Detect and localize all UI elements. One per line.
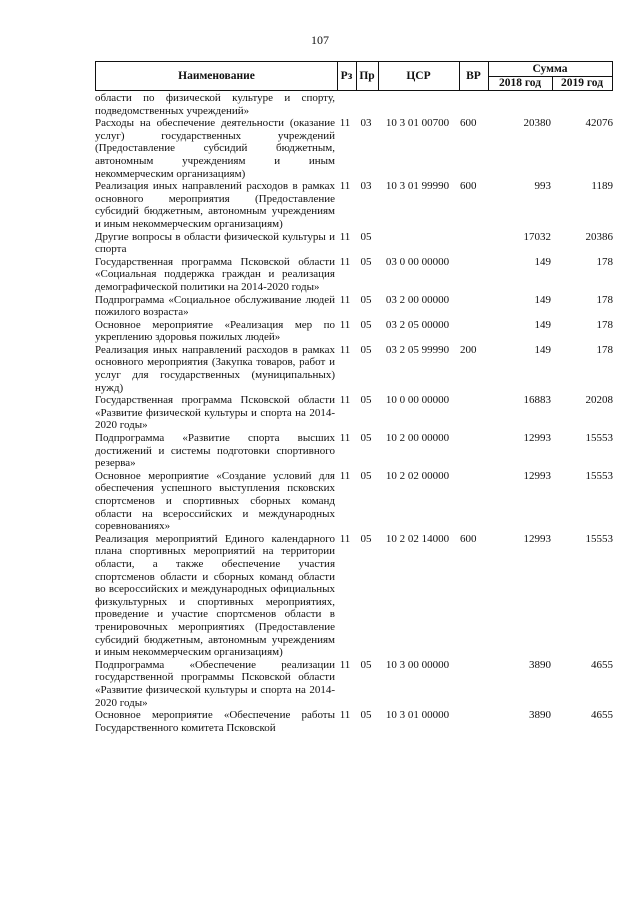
row-pr: 05 — [360, 255, 372, 268]
row-name: Подпрограмма «Социальное обслуживание людей пожилого возраста» — [95, 293, 335, 319]
page-number: 107 — [311, 33, 329, 47]
table-row — [95, 180, 613, 230]
row-csr: 10 3 00 00000 — [385, 658, 450, 671]
row-sum-2018: 12993 — [523, 469, 551, 482]
table-row — [95, 659, 613, 709]
table-row — [95, 256, 613, 294]
row-sum-2018: 149 — [534, 318, 551, 331]
row-sum-2018: 12993 — [523, 532, 551, 545]
row-csr: 10 2 02 00000 — [385, 469, 450, 482]
header-csr: ЦСР — [378, 62, 460, 90]
row-sum-2019: 178 — [596, 318, 613, 331]
table-header — [95, 61, 613, 91]
row-csr: 10 0 00 00000 — [385, 394, 450, 407]
table-row — [95, 470, 613, 533]
table-row — [95, 432, 613, 470]
row-pr: 03 — [360, 117, 372, 130]
row-sum-2019: 178 — [596, 343, 613, 356]
row-sum-2018: 17032 — [523, 230, 551, 243]
row-pr: 05 — [360, 230, 372, 243]
row-name: Реализация иных направлений расходов в рамках основного мероприятия (Закупка товаров, работ и услуг для государственных (муниципальных) нужд) — [95, 343, 335, 394]
row-csr: 03 0 00 00000 — [385, 255, 450, 268]
header-sum-title: Сумма — [488, 62, 612, 77]
row-sum-2019: 178 — [596, 293, 613, 306]
row-sum-2019: 15553 — [585, 432, 613, 445]
row-csr: 10 3 01 00700 — [385, 117, 450, 130]
header-sum — [488, 62, 612, 90]
header-rz: Рз — [337, 62, 357, 90]
row-vr: 600 — [460, 180, 477, 193]
row-name: Реализация мероприятий Единого календарного плана спортивных мероприятий на территории области, а также обеспечение участия спортсменов области и сборных команд области во всероссийских и международных официальных физкультурных и спортивных мероприятиях, проведение и участие спортсменов области в тренировочных мероприятиях (Предоставление субсидий бюджетным, автономным учреждениям и иным некоммерческим организациям) — [95, 532, 335, 659]
header-year-2019: 2019 год — [560, 77, 604, 89]
row-sum-2018: 149 — [534, 343, 551, 356]
row-pr: 05 — [360, 432, 372, 445]
row-sum-2018: 993 — [534, 180, 551, 193]
row-sum-2019: 20386 — [585, 230, 613, 243]
row-name: области по физической культуре и спорту, подведомственных учреждений» — [95, 92, 335, 117]
header-name: Наименование — [96, 62, 338, 90]
row-rz: 11 — [339, 394, 351, 407]
row-pr: 05 — [360, 469, 372, 482]
row-sum-2019: 4655 — [591, 658, 613, 671]
row-vr: 600 — [460, 117, 477, 130]
row-csr: 03 2 05 99990 — [385, 343, 450, 356]
row-pr: 05 — [360, 293, 372, 306]
row-name: Государственная программа Псковской области «Развитие физической культуры и спорта на 2014-2020 годы» — [95, 394, 335, 432]
row-rz: 11 — [339, 230, 351, 243]
row-rz: 11 — [339, 709, 351, 722]
row-sum-2019: 15553 — [585, 532, 613, 545]
row-name: Расходы на обеспечение деятельности (оказание услуг) государственных учреждений (Предоставление субсидий бюджетным, автономным учреждениям и иным некоммерческим организациям) — [95, 117, 335, 180]
header-vr: ВР — [459, 62, 489, 90]
row-name: Государственная программа Псковской области «Социальная поддержка граждан и реализация демографической политики на 2014-2020 годы» — [95, 255, 335, 293]
row-pr: 05 — [360, 532, 372, 545]
table-row — [95, 294, 613, 319]
row-name: Основное мероприятие «Обеспечение работы Государственного комитета Псковской — [95, 709, 335, 734]
row-csr: 03 2 00 00000 — [385, 293, 450, 306]
table-row — [95, 344, 613, 394]
row-pr: 05 — [360, 318, 372, 331]
row-sum-2018: 149 — [534, 255, 551, 268]
row-rz: 11 — [339, 255, 351, 268]
row-pr: 05 — [360, 658, 372, 671]
row-sum-2018: 3890 — [529, 709, 551, 722]
row-pr: 05 — [360, 709, 372, 722]
table-row — [95, 533, 613, 659]
row-csr: 10 3 01 00000 — [385, 709, 450, 722]
row-pr: 05 — [360, 343, 372, 356]
table-row — [95, 709, 613, 734]
row-sum-2018: 20380 — [523, 117, 551, 130]
row-rz: 11 — [339, 293, 351, 306]
row-rz: 11 — [339, 432, 351, 445]
row-rz: 11 — [339, 532, 351, 545]
row-name: Реализация иных направлений расходов в рамках основного мероприятия (Предоставление субсидий бюджетным, автономным учреждениям и иным некоммерческим организациям) — [95, 180, 335, 230]
header-pr: Пр — [356, 62, 379, 90]
row-rz: 11 — [339, 469, 351, 482]
row-rz: 11 — [339, 658, 351, 671]
row-name: Основное мероприятие «Создание условий для обеспечения успешного выступления псковских спортсменов и спортивных сборных команд области на всероссийских и международных соревнованиях» — [95, 469, 335, 533]
row-name: Подпрограмма «Обеспечение реализации государственной программы Псковской области «Развитие физической культуры и спорта на 2014-2020 годы» — [95, 658, 335, 709]
row-name: Другие вопросы в области физической культуры и спорта — [95, 230, 335, 256]
table-row — [95, 394, 613, 432]
row-sum-2018: 16883 — [523, 394, 551, 407]
row-sum-2019: 178 — [596, 255, 613, 268]
header-year-2018: 2018 год — [488, 76, 553, 90]
row-sum-2018: 12993 — [523, 432, 551, 445]
row-csr: 10 2 02 14000 — [385, 532, 450, 545]
table-row — [95, 92, 613, 117]
row-sum-2019: 20208 — [585, 394, 613, 407]
row-sum-2019: 4655 — [591, 709, 613, 722]
row-csr: 03 2 05 00000 — [385, 318, 450, 331]
row-name: Основное мероприятие «Реализация мер по укреплению здоровья пожилых людей» — [95, 318, 335, 344]
row-rz: 11 — [339, 180, 351, 193]
row-rz: 11 — [339, 117, 351, 130]
row-sum-2019: 15553 — [585, 469, 613, 482]
row-sum-2019: 42076 — [585, 117, 613, 130]
row-vr: 200 — [460, 343, 477, 356]
row-csr: 10 3 01 99990 — [385, 180, 450, 193]
table-row — [95, 319, 613, 344]
table-body — [95, 92, 613, 734]
row-rz: 11 — [339, 343, 351, 356]
table-row — [95, 231, 613, 256]
row-sum-2018: 149 — [534, 293, 551, 306]
row-rz: 11 — [339, 318, 351, 331]
row-pr: 03 — [360, 180, 372, 193]
table-row — [95, 117, 613, 180]
row-sum-2019: 1189 — [591, 180, 613, 193]
row-name: Подпрограмма «Развитие спорта высших достижений и системы подготовки спортивного резерва» — [95, 432, 335, 470]
row-sum-2018: 3890 — [529, 658, 551, 671]
row-pr: 05 — [360, 394, 372, 407]
row-vr: 600 — [460, 532, 477, 545]
row-csr: 10 2 00 00000 — [385, 432, 450, 445]
